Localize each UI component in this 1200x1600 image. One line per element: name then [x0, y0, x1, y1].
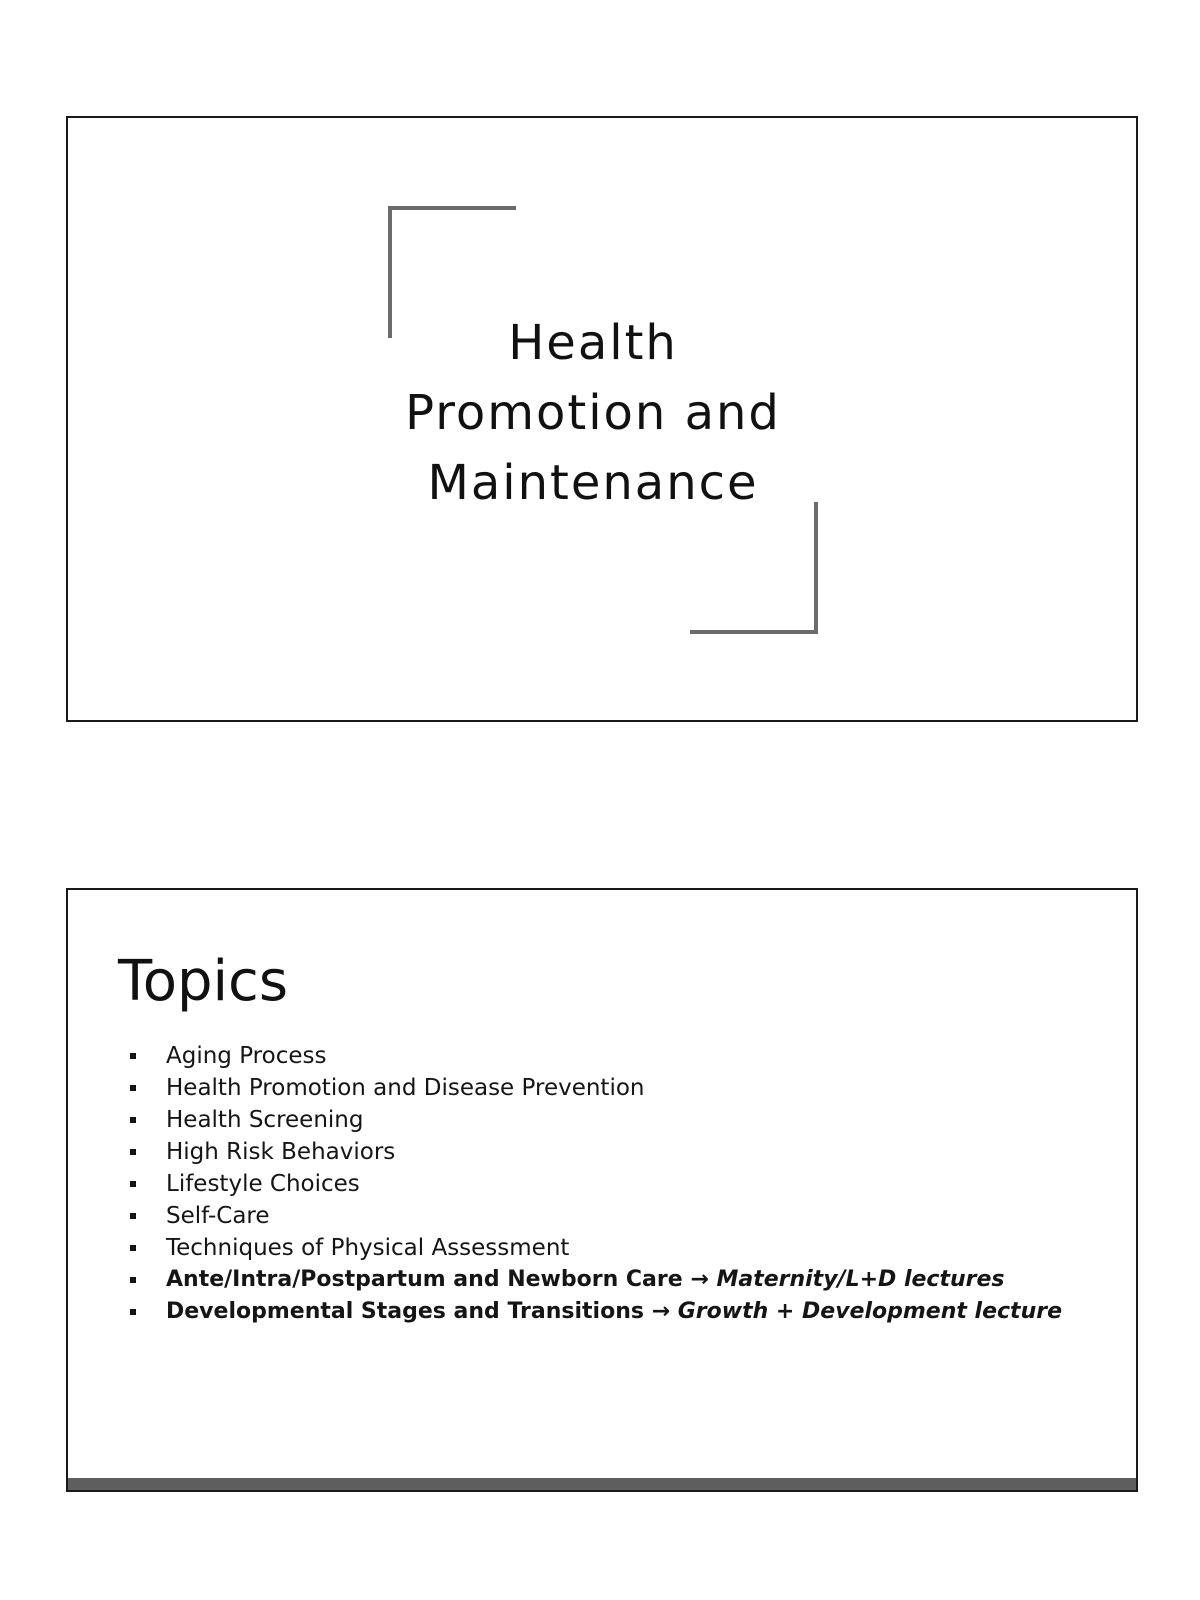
list-item: [130, 1232, 1062, 1264]
list-item-text: Lifestyle Choices: [166, 1171, 360, 1197]
slide-title: [368, 308, 818, 518]
list-item: [130, 1040, 1062, 1072]
bottom-accent-bar: [68, 1478, 1136, 1490]
title-line-2: Promotion and: [405, 385, 781, 441]
square-bullet-icon: [130, 1053, 136, 1059]
list-item-with-reference: [130, 1264, 1062, 1296]
list-item: [130, 1168, 1062, 1200]
list-item-text: Health Promotion and Disease Prevention: [166, 1075, 645, 1101]
corner-bracket-bottom-right: [690, 502, 818, 634]
list-item-with-reference: [130, 1296, 1062, 1328]
list-item-text: Techniques of Physical Assessment: [166, 1235, 570, 1261]
title-line-3: Maintenance: [427, 455, 759, 511]
square-bullet-icon: [130, 1117, 136, 1123]
list-item-text: Developmental Stages and Transitions →: [166, 1299, 671, 1324]
list-item: [130, 1136, 1062, 1168]
square-bullet-icon: [130, 1085, 136, 1091]
list-item: [130, 1072, 1062, 1104]
list-item-text: High Risk Behaviors: [166, 1139, 396, 1165]
square-bullet-icon: [130, 1181, 136, 1187]
square-bullet-icon: [130, 1149, 136, 1155]
list-item-text: Self-Care: [166, 1203, 270, 1229]
list-item-text: Health Screening: [166, 1107, 364, 1133]
topics-heading: Topics: [118, 949, 289, 1014]
list-item-text: Aging Process: [166, 1043, 327, 1069]
topics-list: [130, 1040, 1062, 1328]
list-item: [130, 1104, 1062, 1136]
title-slide: [66, 116, 1138, 722]
lecture-reference: Growth + Development lecture: [677, 1299, 1063, 1324]
square-bullet-icon: [130, 1309, 136, 1315]
topics-slide: [66, 888, 1138, 1492]
square-bullet-icon: [130, 1245, 136, 1251]
square-bullet-icon: [130, 1277, 136, 1283]
list-item-text: Ante/Intra/Postpartum and Newborn Care →: [166, 1267, 709, 1292]
lecture-reference: Maternity/L+D lectures: [716, 1267, 1005, 1292]
list-item: [130, 1200, 1062, 1232]
square-bullet-icon: [130, 1213, 136, 1219]
title-line-1: Health: [508, 315, 678, 371]
